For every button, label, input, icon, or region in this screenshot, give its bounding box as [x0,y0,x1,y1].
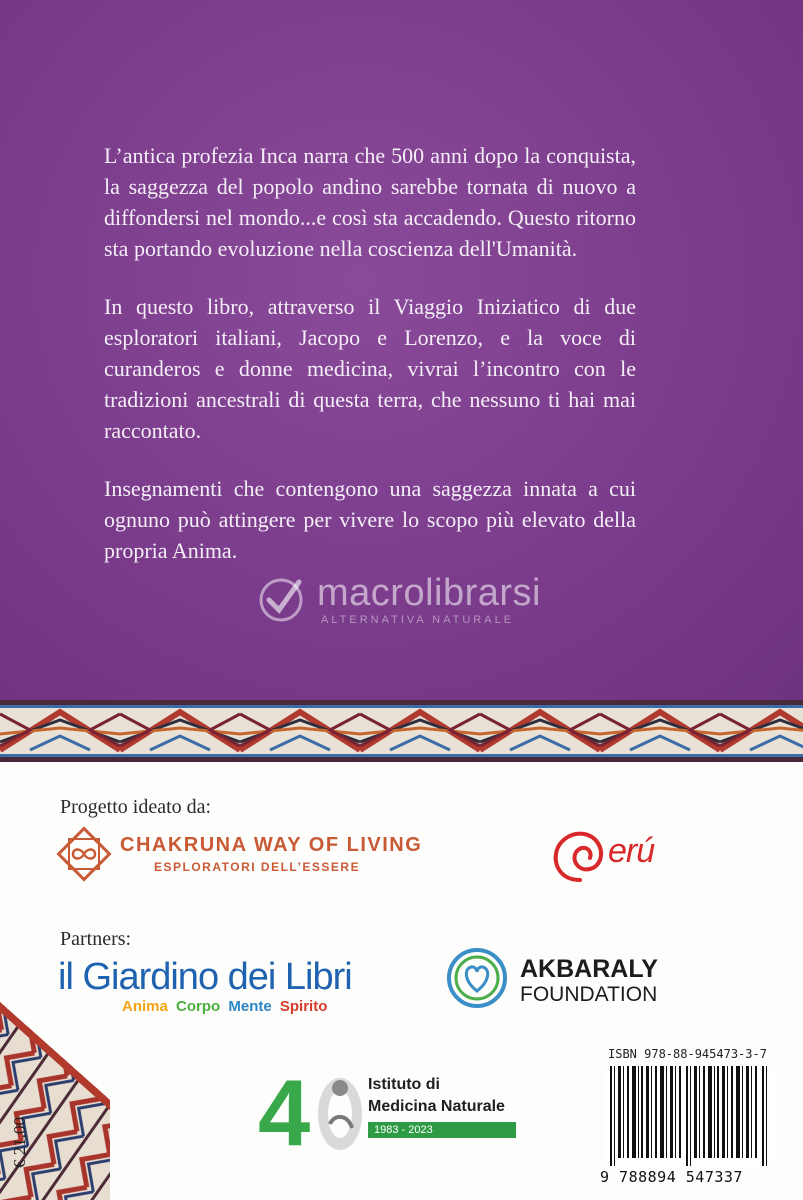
idmn-years: 1983 - 2023 [368,1122,516,1138]
blurb-paragraph-2: In questo libro, attraverso il Viaggio Iniziatico di due esploratori italiani, Jacopo e Lorenzo, e la voce di curanderos e donne medicina, vivrai l’incontro con le tradizioni ancestrali di questa terra, che nessuno ti hai mai raccontato. [104,294,636,443]
barcode [604,1066,774,1166]
infinity-diamond-icon [56,826,112,882]
chakruna-title: CHAKRUNA WAY OF LIVING [120,834,423,856]
andean-woven-band [0,700,803,762]
peru-spiral-icon [550,828,610,884]
giardino-dei-libri-logo [58,956,358,1016]
price-label: € 21,00 [10,1117,29,1168]
barcode-number: 9 788894 547337 [600,1168,743,1186]
chakruna-subtitle: ESPLORATORI DELL’ESSERE [154,860,361,874]
blurb-text [104,140,636,593]
idmn-forty-digit: 4 [258,1060,311,1165]
idmn-line-2: Medicina Naturale [368,1098,505,1115]
akbaraly-foundation-logo [444,945,704,1011]
giardino-word-anima: Anima [122,998,168,1015]
heart-circle-icon [444,945,510,1011]
idmn-zero-emblem-icon [314,1074,366,1154]
project-label: Progetto ideato da: [60,796,212,818]
watermark-name: macrolibrarsi [317,572,541,614]
giardino-word-mente: Mente [228,998,272,1015]
isbn-label: ISBN 978-88-945473-3-7 [608,1047,767,1061]
macrolibrarsi-watermark [255,570,575,640]
giardino-subtitle [122,998,331,1015]
blurb-paragraph-1: L’antica profezia Inca narra che 500 anni dopo la conquista, la saggezza del popolo andino sarebbe tornata di nuovo a diffondersi nel mondo...e così sta accadendo. Questo ritorno sta portando evoluzione nella coscienza dell'Umanità. [104,143,636,261]
watermark-tagline: ALTERNATIVA NATURALE [321,614,515,626]
blurb-paragraph-3: Insegnamenti che contengono una saggezza innata a cui ognuno può attingere per vivere lo scopo più elevato della propria Anima. [104,476,636,563]
istituto-medicina-naturale-logo [258,1060,558,1165]
leaf-check-icon [255,574,311,624]
chakruna-logo [56,826,456,886]
akbaraly-subtitle: FOUNDATION [520,983,658,1006]
giardino-title: il Giardino dei Libri [58,956,352,998]
akbaraly-title: AKBARALY [520,955,658,983]
idmn-line-1: Istituto di [368,1076,440,1093]
peru-wordmark: erú [608,832,655,870]
giardino-word-spirito: Spirito [279,998,328,1015]
peru-logo [550,828,680,888]
partners-label: Partners: [60,928,132,950]
giardino-word-corpo: Corpo [176,998,221,1015]
